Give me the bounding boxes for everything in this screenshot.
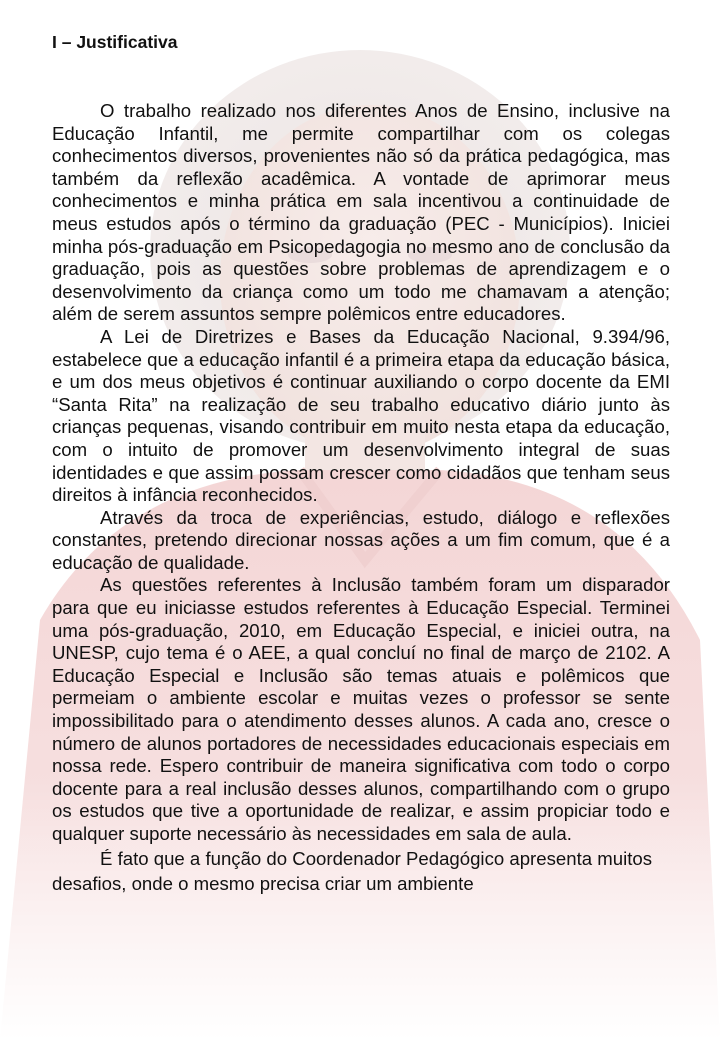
paragraph-4: As questões referentes à Inclusão também foram um disparador para que eu iniciasse estudos referentes à Educação Especial. Terminei uma pós-graduação, 2010, em Educação Especial, e iniciei outra, na UNESP, cujo tema é o AEE, a qual concluí no final de março de 2102. A Educação Especial e Inclusão são temas atuais e polêmicos que permeiam o ambiente escolar e muitas vezes o professor se sente impossibilitado para o atendimento desses alunos. A cada ano, cresce o número de alunos portadores de necessidades educacionais especiais em nossa rede. Espero contribuir de maneira significativa com todo o corpo docente para a real inclusão desses alunos, compartilhando com o grupo os estudos que tive a oportunidade de realizar, e assim propiciar todo e qualquer suporte necessário às necessidades em sala de aula.	[52, 574, 670, 844]
paragraph-2: A Lei de Diretrizes e Bases da Educação Nacional, 9.394/96, estabelece que a educação infantil é a primeira etapa da educação básica, e um dos meus objetivos é continuar auxiliando o corpo docente da EMI “Santa Rita” na realização de seu trabalho educativo diário junto às crianças pequenas, visando contribuir em muito nesta etapa da educação, com o intuito de promover um desenvolvimento integral de suas identidades e que assim possam crescer como cidadãos que tenham seus direitos à infância reconhecidos.	[52, 325, 670, 506]
paragraph-3: Através da troca de experiências, estudo, diálogo e reflexões constantes, pretendo direcionar nossas ações a um fim comum, que é a educação de qualidade.	[52, 506, 670, 573]
paragraph-5: É fato que a função do Coordenador Pedagógico apresenta muitos desafios, onde o mesmo precisa criar um ambiente	[52, 847, 653, 894]
paragraph-1: O trabalho realizado nos diferentes Anos de Ensino, inclusive na Educação Infantil, me permite compartilhar com os colegas conhecimentos diversos, provenientes não só da prática pedagógica, mas também da reflexão acadêmica. A vontade de aprimorar meus conhecimentos e minha prática em sala incentivou a continuidade de meus estudos após o término da graduação (PEC - Municípios). Iniciei minha pós-graduação em Psicopedagogia no mesmo ano de conclusão da graduação, pois as questões sobre problemas de aprendizagem e o desenvolvimento da criança como um todo me chamavam a atenção; além de serem assuntos sempre polêmicos entre educadores.	[52, 100, 670, 325]
section-heading: I – Justificativa	[52, 32, 178, 52]
